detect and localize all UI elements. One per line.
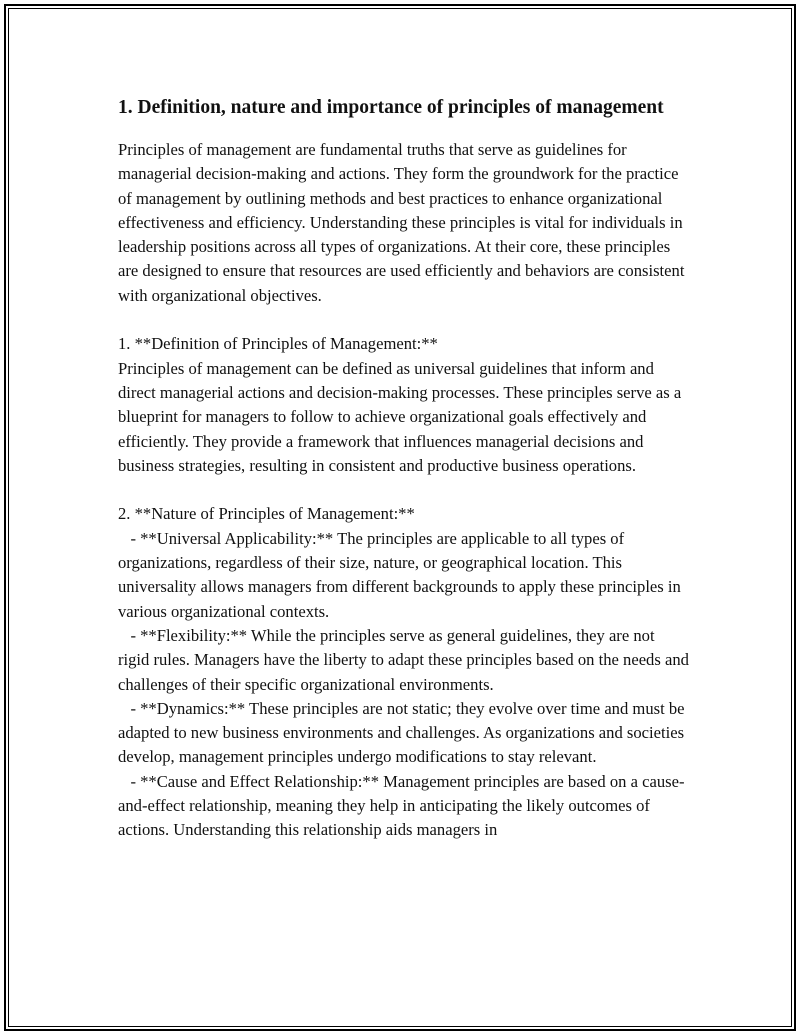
intro-paragraph: Principles of management are fundamental truths that serve as guidelines for managerial decision-making and actions. They form the groundwork for the practice of management by outlining methods and best practices to enhance organizational effectiveness and efficiency. Understanding these principles is vital for individuals in leadership positions across all types of organizations. At their core, these principles are designed to ensure that resources are used efficiently and behaviors are consistent with organizational objectives. [118, 140, 685, 305]
section-2-item-cause-effect: - **Cause and Effect Relationship:** Management principles are based on a cause-and-effect relationship, meaning they help in anticipating the likely outcomes of actions. Understanding this relationship aids managers in [118, 771, 685, 840]
section-1-body: Principles of management can be defined as universal guidelines that inform and direct managerial actions and decision-making processes. These principles serve as a blueprint for managers to follow to achieve organizational goals effectively and efficiently. They provide a framework that influences managerial decisions and business strategies, resulting in consistent and productive business operations. [118, 358, 682, 475]
paragraph-spacer [118, 478, 690, 502]
section-2-item-dynamics: - **Dynamics:** These principles are not static; they evolve over time and must be adapted to new business environments and challenges. As organizations and societies develop, management principles undergo modifications to stay relevant. [118, 698, 689, 767]
section-2-item-flexibility: - **Flexibility:** While the principles serve as general guidelines, they are not rigid rules. Managers have the liberty to adapt these principles based on the needs and challenges of their specific organizational environments. [118, 625, 694, 694]
document-body [118, 94, 694, 843]
document-heading: 1. Definition, nature and importance of principles of management [118, 97, 664, 118]
section-1-title: 1. **Definition of Principles of Management:** [118, 334, 438, 354]
section-2-title: 2. **Nature of Principles of Management:** [118, 504, 415, 524]
paragraph-spacer [118, 308, 690, 332]
section-2-item-universal: - **Universal Applicability:** The principles are applicable to all types of organizations, regardless of their size, nature, or geographical location. This universality allows managers from different backgrounds to apply these principles in various organizational contexts. [118, 528, 685, 621]
